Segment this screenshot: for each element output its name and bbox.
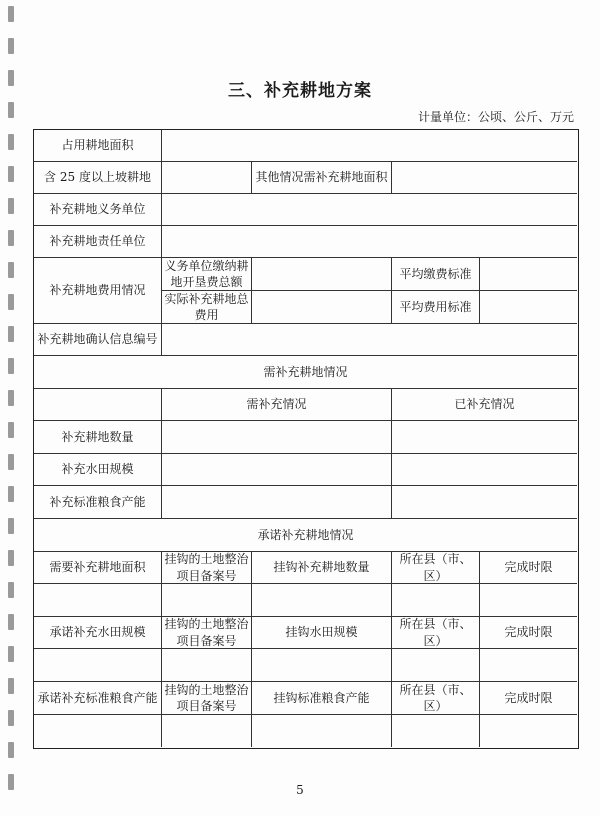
field-occupied-area[interactable] <box>162 130 577 162</box>
field-obligation-unit[interactable] <box>162 194 577 226</box>
label-quantity: 补充耕地数量 <box>34 421 162 454</box>
unit-note: 计量单位：公顷、公斤、万元 <box>417 110 574 124</box>
field-deadline[interactable] <box>480 584 577 617</box>
col-county: 所在县（市、区） <box>392 682 480 715</box>
label-other-area: 其他情况需补充耕地面积 <box>252 162 392 194</box>
field-county[interactable] <box>392 715 480 747</box>
label-avg-fee-standard: 平均缴费标准 <box>392 258 480 291</box>
field-slope-area[interactable] <box>162 162 252 194</box>
col-done: 已补充情况 <box>392 389 577 421</box>
col-deadline: 完成时限 <box>480 682 577 715</box>
label-avg-cost-standard: 平均费用标准 <box>392 291 480 324</box>
field-need-grain[interactable] <box>162 486 392 519</box>
field-need-area[interactable] <box>34 584 162 617</box>
field-fee-total[interactable] <box>252 258 392 291</box>
field-linked-grain[interactable] <box>252 715 392 747</box>
binding-holes <box>8 0 18 816</box>
field-county[interactable] <box>392 584 480 617</box>
label-obligation-unit: 补充耕地义务单位 <box>34 194 162 226</box>
land-supplement-form <box>33 129 579 749</box>
field-deadline[interactable] <box>480 649 577 682</box>
label-fee-total: 义务单位缴纳耕地开垦费总额 <box>162 258 252 291</box>
field-linked-paddy[interactable] <box>252 649 392 682</box>
col-need: 需补充情况 <box>162 389 392 421</box>
label-actual-cost: 实际补充耕地总费用 <box>162 291 252 324</box>
label-responsible-unit: 补充耕地责任单位 <box>34 226 162 258</box>
need-header-blank <box>34 389 162 421</box>
field-other-area[interactable] <box>392 162 577 194</box>
label-grain: 补充标准粮食产能 <box>34 486 162 519</box>
col-deadline: 完成时限 <box>480 552 577 584</box>
label-occupied-area: 占用耕地面积 <box>34 130 162 162</box>
field-confirm-code[interactable] <box>162 324 577 356</box>
field-need-quantity[interactable] <box>162 421 392 454</box>
label-cost-situation: 补充耕地费用情况 <box>34 258 162 324</box>
field-responsible-unit[interactable] <box>162 226 577 258</box>
field-avg-fee-standard[interactable] <box>480 258 577 291</box>
field-actual-cost[interactable] <box>252 291 392 324</box>
field-project-code[interactable] <box>162 715 252 747</box>
field-done-quantity[interactable] <box>392 421 577 454</box>
label-need-area: 需要补充耕地面积 <box>34 552 162 584</box>
label-commit-paddy: 承诺补充水田规模 <box>34 617 162 649</box>
page-number: 5 <box>296 783 304 797</box>
field-project-code[interactable] <box>162 649 252 682</box>
field-done-grain[interactable] <box>392 486 577 519</box>
field-county[interactable] <box>392 649 480 682</box>
col-deadline: 完成时限 <box>480 617 577 649</box>
field-linked-quantity[interactable] <box>252 584 392 617</box>
need-section-heading: 需补充耕地情况 <box>34 356 577 389</box>
field-avg-cost-standard[interactable] <box>480 291 577 324</box>
col-county: 所在县（市、区） <box>392 552 480 584</box>
label-paddy: 补充水田规模 <box>34 454 162 486</box>
field-commit-paddy[interactable] <box>34 649 162 682</box>
field-commit-grain[interactable] <box>34 715 162 747</box>
col-linked-grain: 挂钩标准粮食产能 <box>252 682 392 715</box>
col-linked-quantity: 挂钩补充耕地数量 <box>252 552 392 584</box>
field-need-paddy[interactable] <box>162 454 392 486</box>
label-confirm-code: 补充耕地确认信息编号 <box>34 324 162 356</box>
page-title: 三、补充耕地方案 <box>228 81 372 101</box>
col-linked-paddy: 挂钩水田规模 <box>252 617 392 649</box>
col-project-code: 挂钩的土地整治项目备案号 <box>162 617 252 649</box>
field-project-code[interactable] <box>162 584 252 617</box>
col-project-code: 挂钩的土地整治项目备案号 <box>162 682 252 715</box>
commit-section-heading: 承诺补充耕地情况 <box>34 519 577 552</box>
label-commit-grain: 承诺补充标准粮食产能 <box>34 682 162 715</box>
field-deadline[interactable] <box>480 715 577 747</box>
label-slope-area: 含 25 度以上坡耕地 <box>34 162 162 194</box>
field-done-paddy[interactable] <box>392 454 577 486</box>
col-project-code: 挂钩的土地整治项目备案号 <box>162 552 252 584</box>
col-county: 所在县（市、区） <box>392 617 480 649</box>
